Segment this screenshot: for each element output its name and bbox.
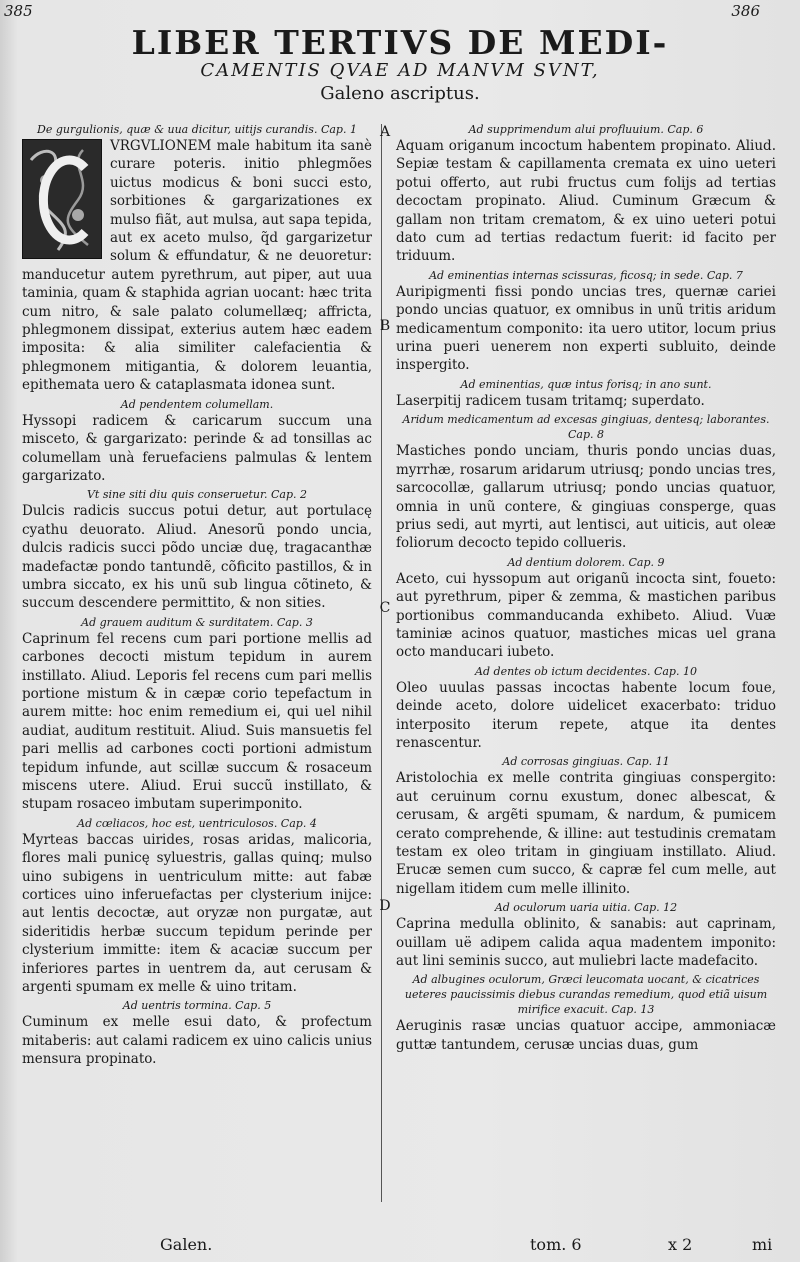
volume-mark: tom. 6 xyxy=(530,1235,582,1254)
heading-text: Ad oculorum uaria uitia. Cap. 12 xyxy=(494,901,678,915)
section-heading xyxy=(22,816,372,831)
heading-text: Vt sine siti diu quis conseruetur. Cap. 2 xyxy=(86,488,308,502)
section-heading xyxy=(396,268,776,283)
catchword: mi xyxy=(752,1235,773,1254)
heading-text: Ad grauem auditum & surditatem. Cap. 3 xyxy=(81,615,313,629)
heading-text: Aridum medicamentum ad excesas gingiuas, dentesq; laborantes. Cap. 8 xyxy=(402,413,770,442)
margin-letter-c: C xyxy=(379,600,391,616)
page-header xyxy=(0,23,800,105)
paragraph-text: Mastiches pondo unciam, thuris pondo uncias duas, myrrhæ, rosarum aridarum utriusq; pondo uncias tres, sarcocollæ, gallarum utriusq; pondo uncias quatuor, omnia in unũ contere, & gingiuas consperge, quas prius sedi, aut myrti, aut lentisci, aut uiticis, aut oleæ foliorum decocto tepido collueris. xyxy=(396,443,776,552)
text-paragraph xyxy=(22,1013,372,1068)
paragraph-text: VRGVLIONEM male habitum ita sanè curare poteris. initio phlegmões uictus modicus & boni succi esto, sorbitiones & gargarizationes ex mulso fiãt, aut mulsa, aut sapa tepida, aut ex aceto mulso, q̃d gargarizetur solum & effundatur, & ne deuoretur: manducetur autem pyrethrum, aut piper, aut uua taminia, quam & staphida agrian uocant: hæc trita cum nitro, & sale palato columellæq; affricta, phlegmonem dissipat, exterius autem hæc eadem imposita: & alia similiter calefacientia & phlegmonem mitigantia, & dolorem leuantia, epithemata uero & cataplasmata idonea sunt. xyxy=(22,138,372,394)
section-heading xyxy=(396,377,776,392)
section-heading xyxy=(396,412,776,442)
section-heading xyxy=(396,664,776,679)
text-paragraph xyxy=(22,412,372,486)
title-line-2: CAMENTIS QVAE AD MANVM SVNT, xyxy=(200,60,600,81)
paragraph-text: Caprina medulla oblinito, & sanabis: aut caprinam, ouillam uë adipem calida aqua madentem imponito: aut lini seminis succo, aut muliebri lacte madefacito. xyxy=(396,916,776,970)
text-paragraph xyxy=(396,679,776,753)
heading-text: Ad albugines oculorum, Græci leucomata uocant, & cicatrices ueteres paucissimis diebus curandas remedium, quod etiã uisum mirifice exacuit. Cap. 13 xyxy=(404,973,768,1017)
paragraph-text: Myrteas baccas uirides, rosas aridas, malicoria, flores mali punicę syluestris, gallas quinq; mulso uino subigens in uentriculum mitte: aut fabæ cortices uino inferuefactas per clysterium inijce: aut lentis decoctæ, aut oryzæ non purgatæ, aut sideritidis herbæ succum tepidum perinde per clysterium immitte: item & acaciæ succum per inferiores partes in uentrem da, aut cerusam & argenti spumam ex melle & uino tritam. xyxy=(22,831,372,996)
column-divider xyxy=(381,124,382,1202)
text-paragraph xyxy=(396,392,776,410)
heading-text: Ad pendentem columellam. xyxy=(120,397,274,411)
decorated-initial-icon xyxy=(22,139,102,259)
heading-text: Ad dentes ob ictum decidentes. Cap. 10 xyxy=(475,664,697,678)
heading-text: Ad dentium dolorem. Cap. 9 xyxy=(507,555,665,569)
text-paragraph xyxy=(22,831,372,997)
text-paragraph xyxy=(22,137,372,395)
section-heading xyxy=(396,972,776,1017)
paragraph-text: Hyssopi radicem & caricarum succum una misceto, & gargarizato: perinde & ad tonsillas ac columellam unà feruefaciens palmulas & lentem gargarizato. xyxy=(22,412,372,484)
title-line-1: LIBER TERTIVS DE MEDI- xyxy=(131,23,669,62)
heading-text: Ad eminentias, quæ intus forisq; in ano sunt. xyxy=(460,377,712,391)
paragraph-text: Oleo uuulas passas incoctas habente locum foue, deinde aceto, dolore uidelicet exacerbato: triduo interposito iterum repete, atque ita dentes renascentur. xyxy=(396,679,776,751)
margin-letter-a: A xyxy=(379,124,391,140)
paragraph-text: Laserpitij radicem tusam tritamq; superdato. xyxy=(396,392,705,409)
section-heading xyxy=(22,615,372,630)
paragraph-text: Aristolochia ex melle contrita gingiuas conspergito: aut ceruinum cornu exustum, donec albescat, & cerusam, & argẽti spumam, & nardum, & pumicem cerato comprehende, & illine: aut testudinis crematam testam ex oleo tritam in gingiuam instillato. Aliud. Erucæ semen cum succo, & capræ fel cum melle, aut nigellam itidem cum melle illinito. xyxy=(396,770,776,897)
section-heading xyxy=(22,397,372,412)
text-paragraph xyxy=(396,442,776,552)
paragraph-text: Auripigmenti fissi pondo uncias tres, quernæ cariei pondo uncias quatuor, ex omnibus in unũ tritis aridum medicamentum componito: ita uero utitor, locum prius urina pueri uenerem non experti subluito, deinde inspergito. xyxy=(396,283,776,374)
section-heading xyxy=(22,122,372,137)
paragraph-text: Aquam origanum incoctum habentem propinato. Aliud. Sepiæ testam & capillamenta cremata ex uino ueteri potui offerto, aut rubi fructus cum folijs ad tertias decoctam propinato. Aliud. Cuminum Græcum & gallam non tritam crematom, & ex uino ueteri potui dato cum ad tertias redactum fuerit: id facito per triduum. xyxy=(396,138,776,265)
left-column xyxy=(22,120,376,1214)
text-paragraph xyxy=(396,137,776,266)
section-heading xyxy=(22,998,372,1013)
paragraph-text: Cuminum ex melle esui dato, & profectum mitaberis: aut calami radicem ex uino calicis unius mensura propinato. xyxy=(22,1014,372,1068)
paragraph-text: Caprinum fel recens cum pari portione mellis ad carbones decocti mistum tepidum in aurem instillato. Aliud. Leporis fel recens cum pari mellis portione mistum & in cæpæ corio tepefactum in aurem mitte: hoc enim remedium ei, qui uel nihil audiat, auditum restituit. Aliud. Suis mansuetis fel pari mellis ad carbones cocti portioni admistum tepidum infunde, aut scillæ succum & rosaceum miscens utere. Aliud. Erui succũ instillato, & stupam rosaceo imbutam superimponito. xyxy=(22,630,372,813)
folio-right: 386 xyxy=(731,2,760,20)
heading-text: Ad cœliacos, hoc est, uentriculosos. Cap. 4 xyxy=(77,816,317,830)
heading-text: Ad corrosas gingiuas. Cap. 11 xyxy=(502,755,670,769)
paragraph-text: Aceto, cui hyssopum aut origanũ incocta sint, foueto: aut pyrethrum, piper & zemma, & mastichen paribus portionibus commanducanda exhibeto. Aliud. Vuæ taminiæ acinos quatuor, mastiches micas uel grana octo manducari iubeto. xyxy=(396,570,776,661)
text-paragraph xyxy=(22,630,372,814)
text-paragraph xyxy=(396,769,776,898)
margin-letter-d: D xyxy=(379,898,391,914)
heading-text: De gurgulionis, quæ & uua dicitur, uitijs curandis. Cap. 1 xyxy=(37,123,357,136)
title-line-3: Galeno ascriptus. xyxy=(320,83,480,104)
section-heading xyxy=(396,555,776,570)
paragraph-text: Aeruginis rasæ uncias quatuor accipe, ammoniacæ guttæ tantundem, cerusæ uncias duas, gum xyxy=(396,1018,776,1053)
signature-mark: Galen. xyxy=(160,1235,213,1254)
text-paragraph xyxy=(396,915,776,970)
heading-text: Ad supprimendum alui profluuium. Cap. 6 xyxy=(468,123,704,136)
gathering-mark: x 2 xyxy=(668,1235,693,1254)
heading-text: Ad eminentias internas scissuras, ficosq; in sede. Cap. 7 xyxy=(429,268,743,282)
text-paragraph xyxy=(396,1017,776,1054)
right-column xyxy=(392,120,776,1214)
text-paragraph xyxy=(396,283,776,375)
section-heading xyxy=(396,122,776,137)
heading-text: Ad uentris tormina. Cap. 5 xyxy=(122,999,272,1013)
folio-left: 385 xyxy=(4,2,33,20)
text-paragraph xyxy=(22,502,372,612)
paragraph-text: Dulcis radicis succus potui detur, aut portulacę cyathu deuorato. Aliud. Anesorũ pondo uncia, dulcis radicis succi põdo unciæ duę, tragacanthæ madefactæ pondo tantundẽ, cõficito pastillos, & in umbra siccato, ex his unũ sub lingua cõtineto, & succum descendere permittito, & non sities. xyxy=(22,503,372,612)
section-heading xyxy=(396,754,776,769)
section-heading xyxy=(396,900,776,915)
margin-letter-b: B xyxy=(379,318,391,334)
text-paragraph xyxy=(396,570,776,662)
section-heading xyxy=(22,487,372,502)
